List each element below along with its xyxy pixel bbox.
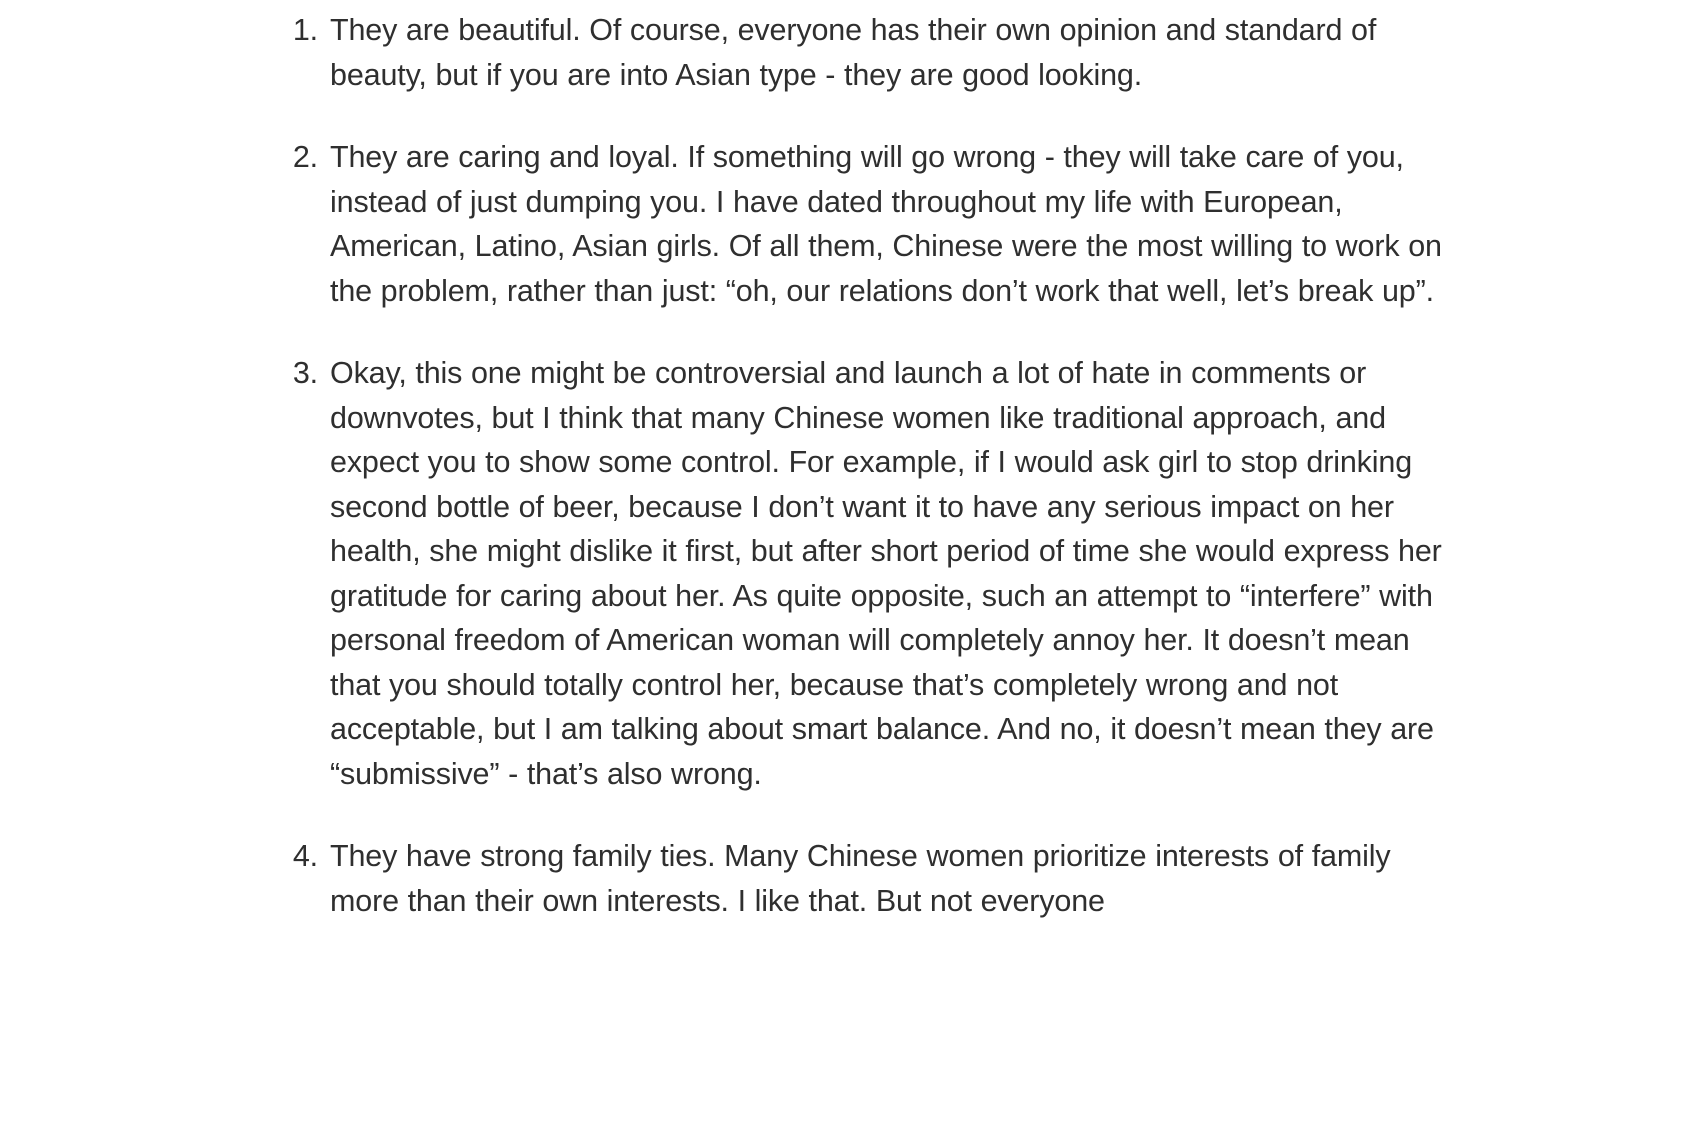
numbered-list — [280, 8, 1460, 923]
article-content-column — [280, 0, 1460, 923]
list-item-text: Okay, this one might be controversial and launch a lot of hate in comments or downvotes, but I think that many Chinese women like traditional approach, and expect you to show some control. For example, if I would ask girl to stop drinking second bottle of beer, because I don’t want it to have any serious impact on her health, she might dislike it first, but after short period of time she would express her gratitude for caring about her. As quite opposite, such an attempt to “interfere” with personal freedom of American woman will completely annoy her. It doesn’t mean that you should totally control her, because that’s completely wrong and not acceptable, but I am talking about smart balance. And no, it doesn’t mean they are “submissive” - that’s also wrong. — [330, 356, 1442, 791]
list-item — [280, 351, 1460, 796]
list-item-number: 2. — [292, 140, 318, 175]
list-item-number: 4. — [292, 839, 318, 874]
list-item-text: They have strong family ties. Many Chinese women prioritize interests of family more than their own interests. I like that. But not everyone — [330, 839, 1391, 918]
list-item — [280, 135, 1460, 313]
list-item-text: They are beautiful. Of course, everyone has their own opinion and standard of beauty, but if you are into Asian type - they are good looking. — [330, 13, 1377, 92]
list-item-number: 1. — [292, 13, 318, 47]
list-item — [280, 834, 1460, 923]
list-item-number: 3. — [292, 356, 318, 391]
list-item-text: They are caring and loyal. If something will go wrong - they will take care of you, instead of just dumping you. I have dated throughout my life with European, American, Latino, Asian girls. Of all them, Chinese were the most willing to work on the problem, rather than just: “oh, our relations don’t work that well, let’s break up”. — [330, 140, 1442, 308]
list-item — [280, 8, 1460, 97]
